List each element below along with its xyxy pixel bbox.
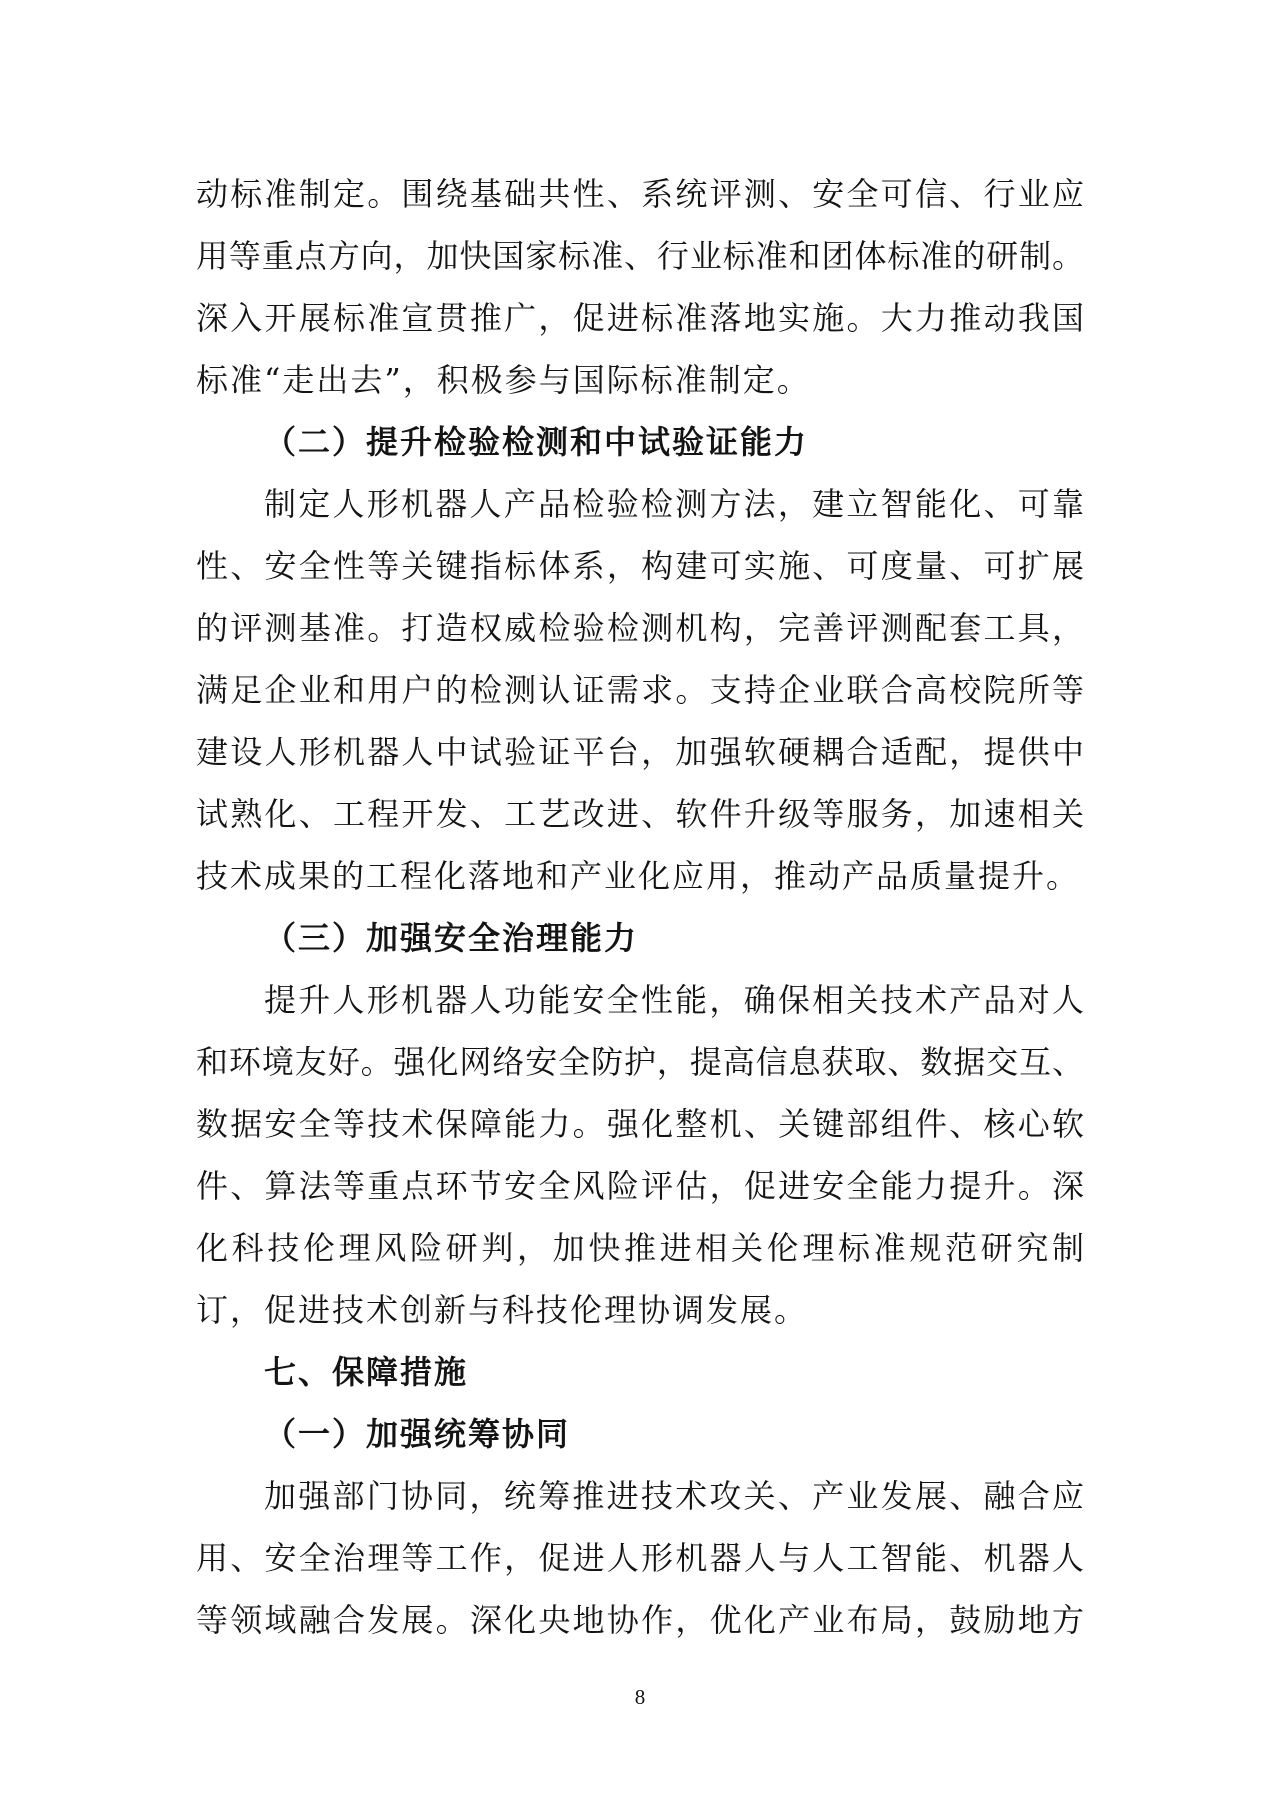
text-line: 用、安全治理等工作，促进人形机器人与人工智能、机器人 [196, 1539, 1084, 1577]
paragraph [196, 473, 1084, 907]
text-line: 订，促进技术创新与科技伦理协调发展。 [196, 1291, 809, 1329]
text-line: 数据安全等技术保障能力。强化整机、关键部组件、核心软 [196, 1105, 1084, 1143]
section-heading: （一）加强统筹协同 [264, 1415, 571, 1453]
text-line: 建设人形机器人中试验证平台，加强软硬耦合适配，提供中 [196, 733, 1084, 771]
text-line: 用等重点方向，加快国家标准、行业标准和团体标准的研制。 [196, 237, 1084, 275]
page-number: 8 [634, 1685, 646, 1709]
text-line: 件、算法等重点环节安全风险评估，促进安全能力提升。深 [196, 1167, 1084, 1205]
chapter-heading: 七、保障措施 [264, 1353, 469, 1391]
text-line: 满足企业和用户的检测认证需求。支持企业联合高校院所等 [196, 671, 1084, 709]
text-line: 提升人形机器人功能安全性能，确保相关技术产品对人 [264, 981, 1084, 1019]
text-line: 技术成果的工程化落地和产业化应用，推动产品质量提升。 [196, 857, 1081, 895]
text-line: 和环境友好。强化网络安全防护，提高信息获取、数据交互、 [196, 1043, 1084, 1081]
text-line: 化科技伦理风险研判，加快推进相关伦理标准规范研究制 [196, 1229, 1084, 1267]
text-line: 标准“走出去”，积极参与国际标准制定。 [196, 361, 811, 399]
text-line: 的评测基准。打造权威检验检测机构，完善评测配套工具， [196, 609, 1084, 647]
section-heading: （三）加强安全治理能力 [264, 919, 639, 957]
text-line: 加强部门协同，统筹推进技术攻关、产业发展、融合应 [264, 1477, 1084, 1515]
text-line: 深入开展标准宣贯推广，促进标准落地实施。大力推动我国 [196, 299, 1084, 337]
paragraph [196, 969, 1084, 1341]
text-line: 性、安全性等关键指标体系，构建可实施、可度量、可扩展 [196, 547, 1084, 585]
paragraph-continued [196, 163, 1084, 411]
body-text [196, 163, 1084, 1651]
text-line: 等领域融合发展。深化央地协作，优化产业布局，鼓励地方 [196, 1601, 1084, 1639]
section-heading: （二）提升检验检测和中试验证能力 [264, 423, 809, 461]
text-line: 动标准制定。围绕基础共性、系统评测、安全可信、行业应 [196, 175, 1084, 213]
text-line: 试熟化、工程开发、工艺改进、软件升级等服务，加速相关 [196, 795, 1084, 833]
paragraph [196, 1465, 1084, 1651]
text-line: 制定人形机器人产品检验检测方法，建立智能化、可靠 [264, 485, 1084, 523]
